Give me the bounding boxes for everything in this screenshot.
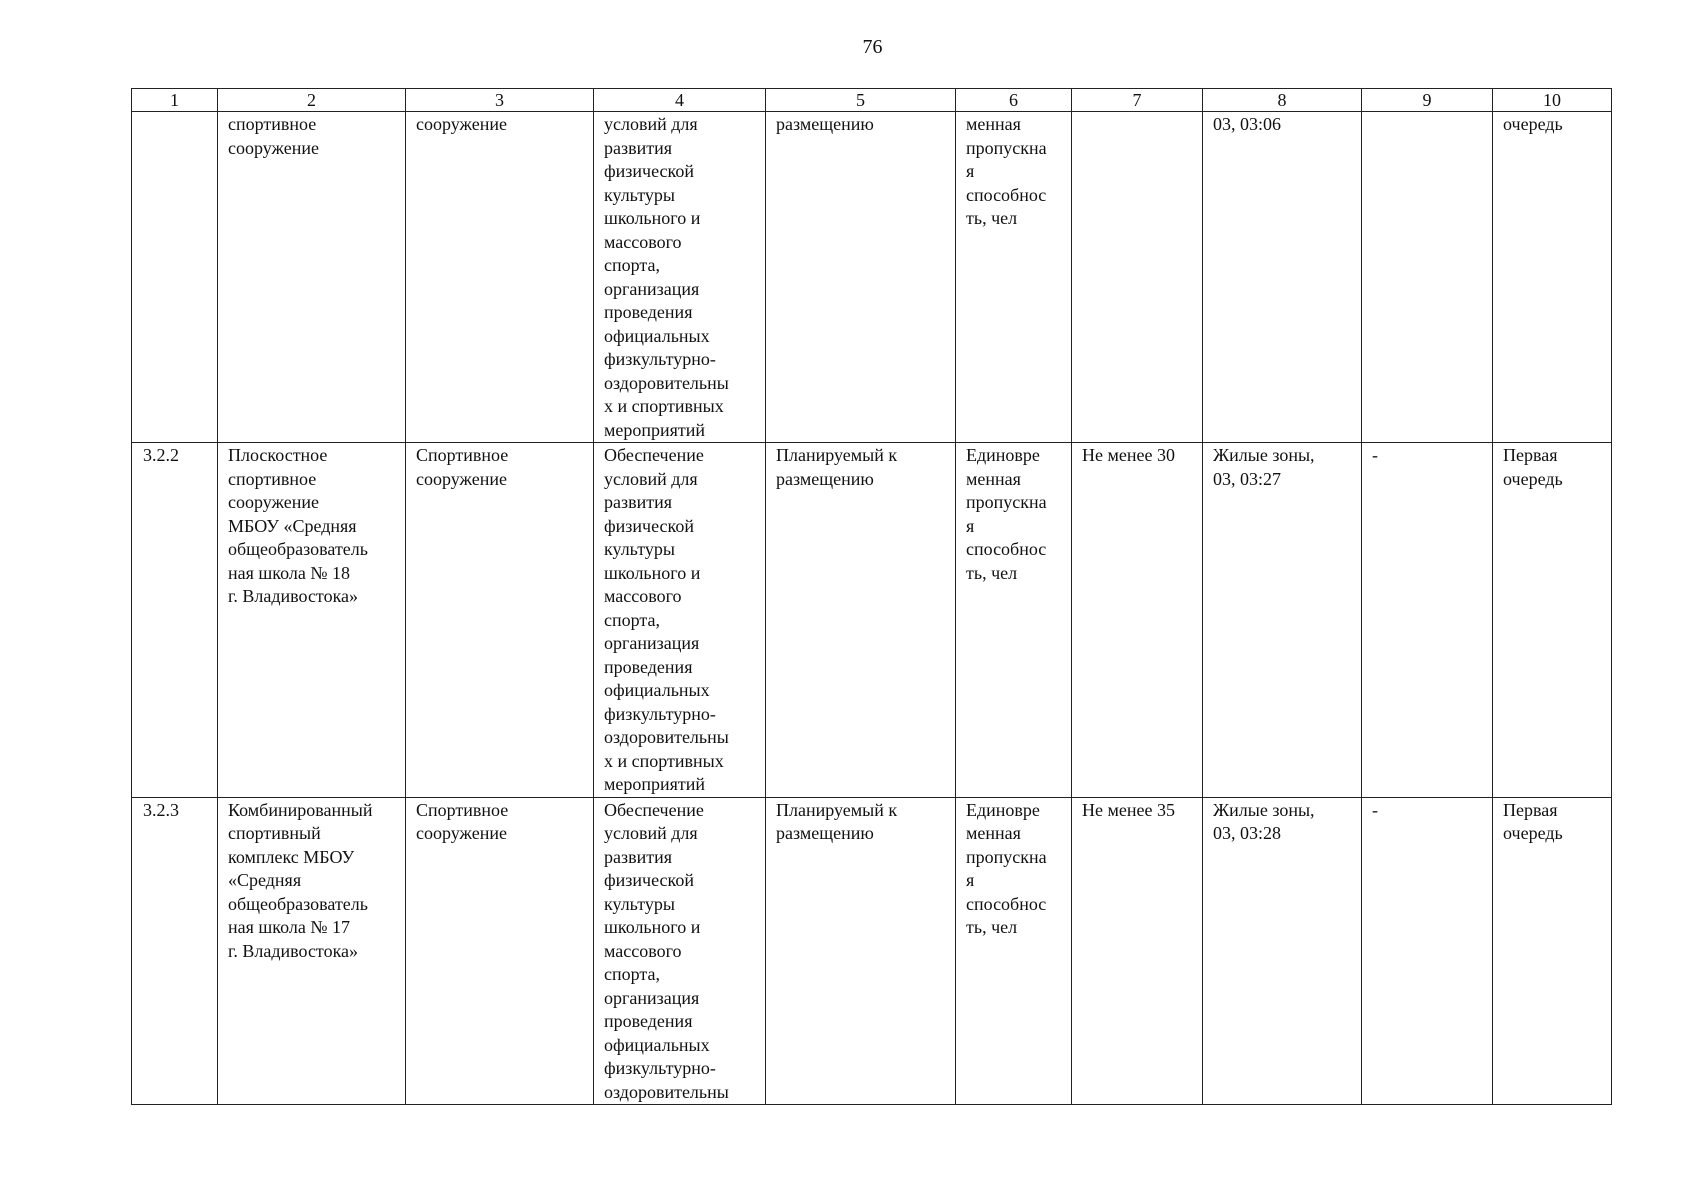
cell-value: Не менее 30 [1072,443,1203,798]
cell-name: спортивное сооружение [218,112,406,443]
table-row [132,443,1612,798]
header-row [132,89,1612,112]
cell-type: Спортивное сооружение [406,443,594,798]
cell-purpose: Обеспечение условий для развития физической культуры школьного и массового спорта, организация проведения официальных физкультурно- оздоровительны х и спортивных мероприятий [594,443,766,798]
page-number: 76 [862,36,883,58]
cell-number [132,112,218,443]
cell-purpose: условий для развития физической культуры школьного и массового спорта, организация проведения официальных физкультурно- оздоровительны х и спортивных мероприятий [594,112,766,443]
cell-name: Плоскостное спортивное сооружение МБОУ «Средняя общеобразователь ная школа № 18 г. Владивостока» [218,443,406,798]
cell-purpose: Обеспечение условий для развития физической культуры школьного и массового спорта, организация проведения официальных физкультурно- оздоровительны [594,797,766,1105]
col-header-5: 5 [766,89,956,112]
col-header-1: 1 [132,89,218,112]
col-header-3: 3 [406,89,594,112]
col-header-7: 7 [1072,89,1203,112]
cell-value: Не менее 35 [1072,797,1203,1105]
cell-characteristic: Единовре менная пропускна я способнос ть, чел [956,797,1072,1105]
cell-type: Спортивное сооружение [406,797,594,1105]
cell-location: 03, 03:06 [1203,112,1362,443]
cell-name: Комбинированный спортивный комплекс МБОУ «Средняя общеобразователь ная школа № 17 г. Владивостока» [218,797,406,1105]
cell-zone: - [1362,443,1493,798]
cell-characteristic: менная пропускна я способнос ть, чел [956,112,1072,443]
cell-value [1072,112,1203,443]
col-header-6: 6 [956,89,1072,112]
cell-stage: очередь [1493,112,1612,443]
cell-number: 3.2.2 [132,443,218,798]
cell-location: Жилые зоны, 03, 03:27 [1203,443,1362,798]
cell-stage: Первая очередь [1493,797,1612,1105]
cell-status: размещению [766,112,956,443]
table-row [132,112,1612,443]
cell-location: Жилые зоны, 03, 03:28 [1203,797,1362,1105]
cell-status: Планируемый к размещению [766,443,956,798]
col-header-2: 2 [218,89,406,112]
col-header-9: 9 [1362,89,1493,112]
table-row [132,797,1612,1105]
objects-table [131,88,1612,1105]
cell-zone: - [1362,797,1493,1105]
cell-stage: Первая очередь [1493,443,1612,798]
cell-zone [1362,112,1493,443]
cell-type: сооружение [406,112,594,443]
col-header-4: 4 [594,89,766,112]
cell-characteristic: Единовре менная пропускна я способнос ть, чел [956,443,1072,798]
cell-status: Планируемый к размещению [766,797,956,1105]
cell-number: 3.2.3 [132,797,218,1105]
col-header-8: 8 [1203,89,1362,112]
col-header-10: 10 [1493,89,1612,112]
